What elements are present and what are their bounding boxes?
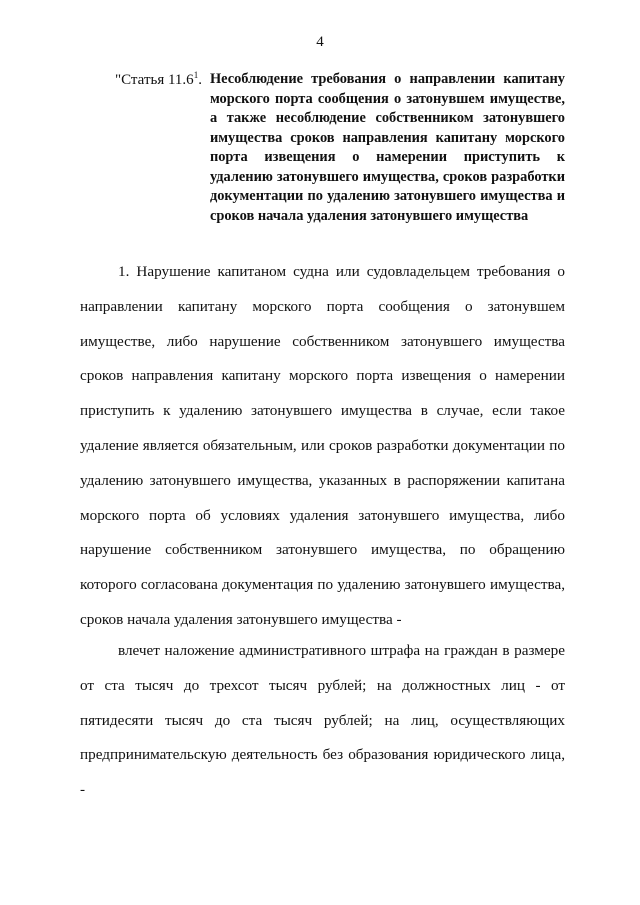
article-heading [115,70,565,226]
article-label-suffix: . [198,72,202,88]
article-label-superscript: 1 [193,70,199,80]
paragraph-part-1: 1. Нарушение капитаном судна или судовладельцем требования о направлении капитану морского порта сообщения о затонувшем имуществе, либо нарушение собственником затонувшего имущества сроков направления капитану морского порта извещения о намерении приступить к удалению затонувшего имущества в случае, если такое удаление является обязательным, или сроков разработки документации по удалению затонувшего имущества, указанных в распоряжении капитана морского порта об условиях удаления затонувшего имущества, либо нарушение собственником затонувшего имущества, по обращению которого согласована документация по удалению затонувшего имущества, сроков начала удаления затонувшего имущества - [80,263,565,628]
article-title: Несоблюдение требования о направлении капитану морского порта сообщения о затонувшем имуществе, а также несоблюдение собственником затонувшего имущества сроков направления капитану морского порта извещения о намерении приступить к удалению затонувшего имущества, сроков разработки документации по удалению затонувшего имущества и сроков начала удаления затонувшего имущества [209,71,565,224]
page-number: 4 [316,34,324,50]
paragraph-penalty: влечет наложение административного штрафа на граждан в размере от ста тысяч до трехсот тысяч рублей; на должностных лиц - от пятидесяти тысяч до ста тысяч рублей; на лиц, осуществляющих предпринимательскую деятельность без образования юридического лица, - [80,642,565,799]
article-label-prefix: "Статья 11.6 [115,72,194,88]
article-label [115,70,210,226]
